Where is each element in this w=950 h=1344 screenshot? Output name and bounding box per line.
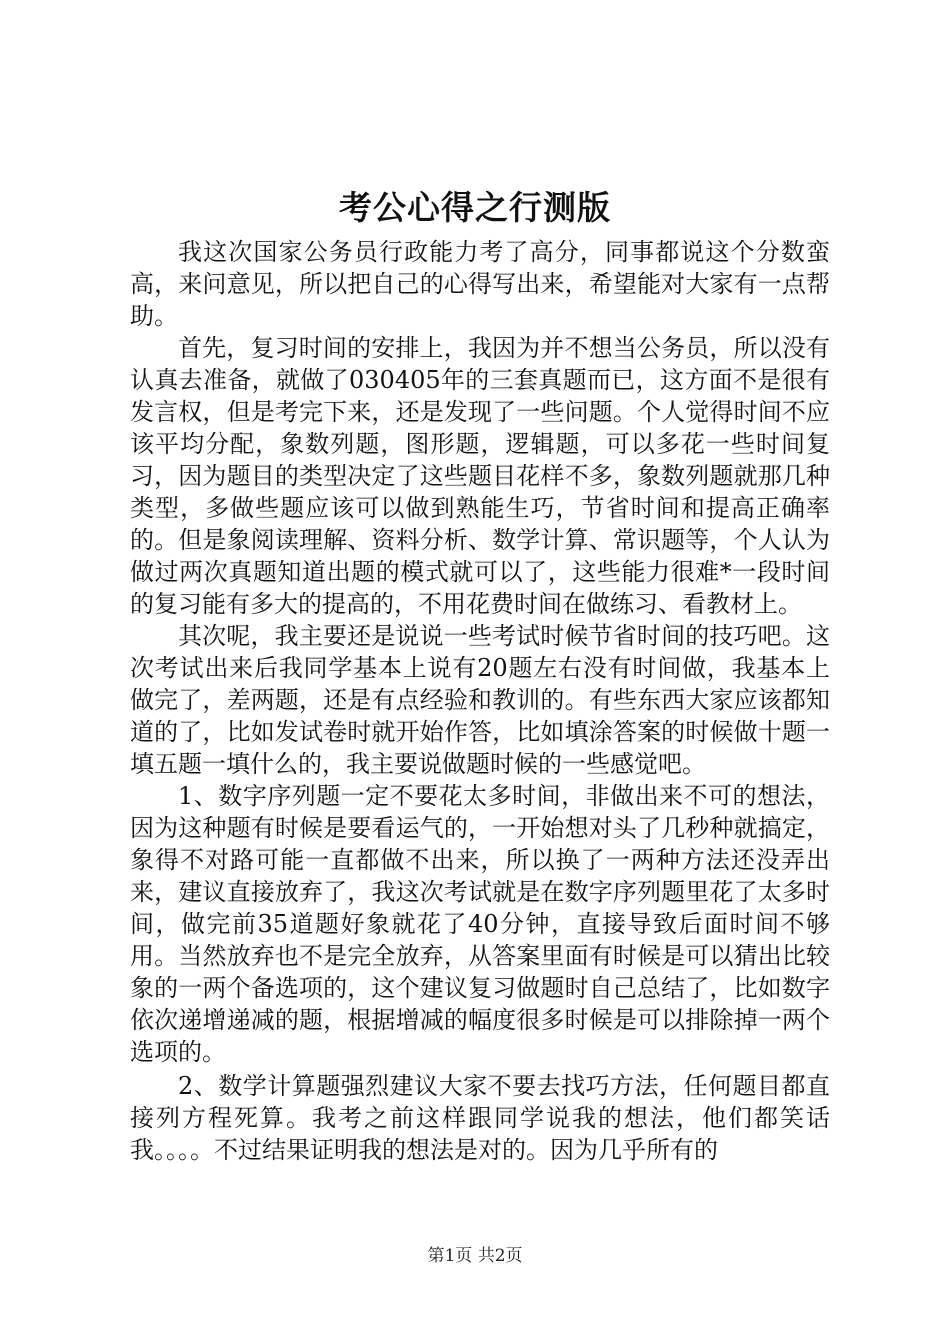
paragraph-intro: 我这次国家公务员行政能力考了高分，同事都说这个分数蛮高，来问意见，所以把自己的心得写出来，希望能对大家有一点帮助。 [130, 238, 830, 330]
paragraph-tip-1: 1、数字序列题一定不要花太多时间，非做出来不可的想法，因为这种题有时候是要看运气的，一开始想对头了几秒种就搞定，象得不对路可能一直都做不出来，所以换了一两种方法还没弄出来，建议直接放弃了，我这次考试就是在数字序列题里花了太多时间，做完前35道题好象就花了40分钟，直接导致后面时间不够用。当然放弃也不是完全放弃，从答案里面有时候是可以猜出比较象的一两个备选项的，这个建议复习做题时自己总结了，比如数字依次递增递减的题，根据增减的幅度很多时候是可以排除掉一两个选项的。 [130, 782, 830, 1066]
paragraph-review-schedule: 首先，复习时间的安排上，我因为并不想当公务员，所以没有认真去准备，就做了030405年的三套真题而已，这方面不是很有发言权，但是考完下来，还是发现了一些问题。个人觉得时间不应该平均分配，象数列题，图形题，逻辑题，可以多花一些时间复习，因为题目的类型决定了这些题目花样不多，象数列题就那几种类型，多做些题应该可以做到熟能生巧，节省时间和提高正确率的。但是象阅读理解、资料分析、数学计算、常识题等，个人认为做过两次真题知道出题的模式就可以了，这些能力很难*一段时间的复习能有多大的提高的，不用花费时间在做练习、看教材上。 [130, 334, 830, 618]
document-body [130, 236, 830, 1166]
page-number: 第1页 共2页 [427, 1246, 523, 1266]
paragraph-time-saving: 其次呢，我主要还是说说一些考试时候节省时间的技巧吧。这次考试出来后我同学基本上说有20题左右没有时间做，我基本上做完了，差两题，还是有点经验和教训的。有些东西大家应该都知道的了，比如发试卷时就开始作答，比如填涂答案的时候做十题一填五题一填什么的，我主要说做题时候的一些感觉吧。 [130, 622, 830, 778]
document-title: 考公心得之行测版 [339, 188, 611, 227]
paragraph-tip-2: 2、数学计算题强烈建议大家不要去找巧方法，任何题目都直接列方程死算。我考之前这样跟同学说我的想法，他们都笑话我。。。。不过结果证明我的想法是对的。因为几乎所有的 [130, 1072, 830, 1164]
